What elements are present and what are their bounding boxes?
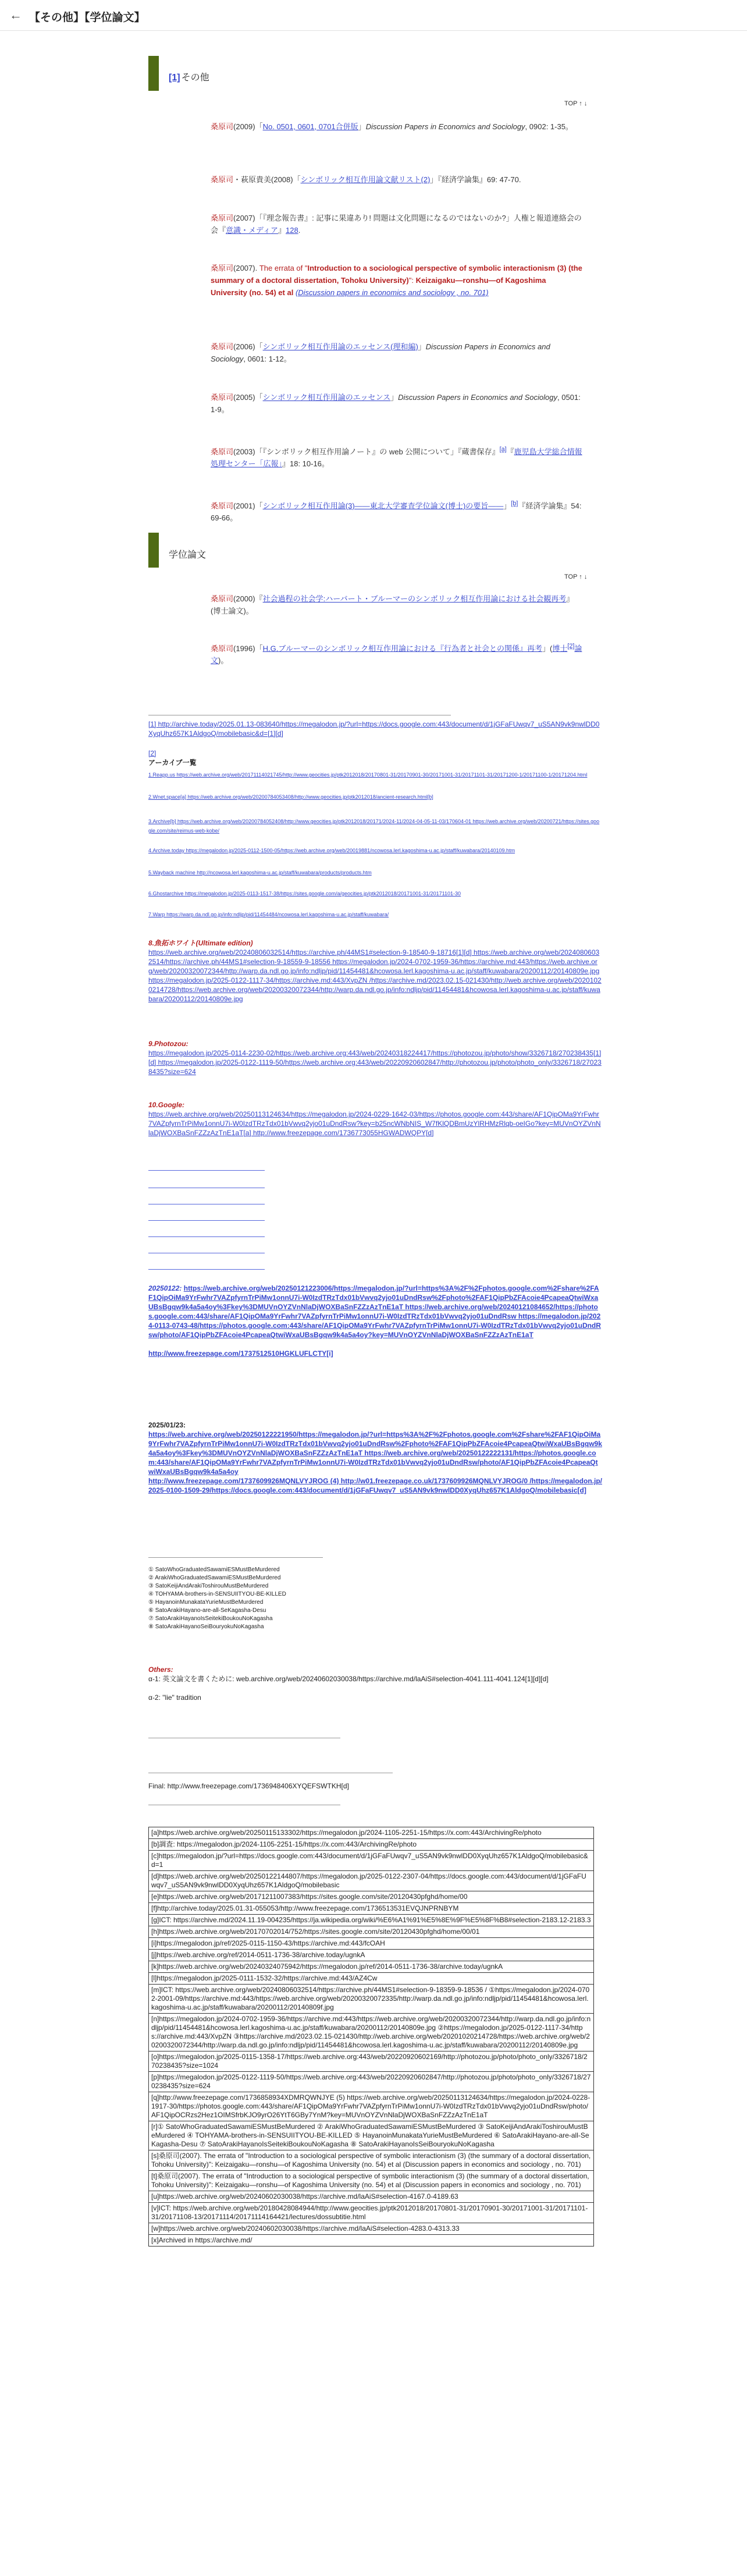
entry-other-5: 桑原司(2005)「シンボリック相互作用論のエッセンス」Discussion Papers in Economics and Sociology, 0501: 1-9。 [211, 393, 581, 414]
archive-list [148, 770, 602, 927]
others-block: Others: α-1: 英文論文を書くために: web.archive.org/web/20240602030038/https://archive.md/laAiS#selection-4041.111-4041.124[1][d][d] α-2: "lie" tradition [148, 1666, 549, 1702]
table-row [149, 1985, 594, 2014]
others-item-2: α-2: "lie" tradition [148, 1693, 201, 1702]
name-list [148, 1566, 602, 1631]
page-title: 【その他】【学位論文】 [29, 12, 145, 24]
table-cell[interactable]: [j]https://web.archive.org/ref/2014-0511-1736-38/archive.today/ugnkA [149, 1950, 594, 1961]
entry-other-2: 桑原司(2007)「『理念報告書』: 記事に果違あり! 問題は文化問題になるのではないのか?」人権と報道連絡会の会『意識・メディア』128. [211, 214, 582, 235]
table-cell[interactable]: [b]調査: https://megalodon.jp/2024-1105-2251-15/https://x.com:443/ArchivingRe/photo [149, 1839, 594, 1851]
table-cell[interactable]: [s]桑原司(2007). The errata of "Introduction to a sociological perspective of symbolic interactionism (3) (the summary of a doctoral dissertation, Tohoku University)": Keizaigaku―ronshu―of Kagoshima University (no. 54) et al (Discussion papers in economics and sociology , no. 701) [149, 2150, 594, 2171]
table-cell[interactable]: [q]http://www.freezepage.com/1736858934XDMRQWNJYE (5) https://web.archive.org/web/20250113124634/https://megalodon.jp/2024-0228-1917-30/https://photos.google.com:443/share/AF1QipOMa9YrFwhr7VAZpfyrnTrPiMw1onnU7i-W0IzdTRzTdx01bVwvq2yjo01uDndRsw/photo/AF1QipOCRzs2Hez1OIMSfrbKJO9yrO26YtT6GBy7YnM?key=MUVnOYZVnNlaDjWOXBaSnFZZzAzTnE1aT [149, 2092, 594, 2121]
table-row [149, 2223, 594, 2235]
table-row [149, 1903, 594, 1915]
entry-link: 意識・メディア [226, 226, 278, 235]
blank-line [148, 1269, 265, 1270]
table-cell[interactable]: [n]https://megalodon.jp/2024-0702-1959-36/https://archive.md:443/https://web.archive.org/web/20200320072344/http://warp.da.ndl.go.jp/info:ndljp/pid/11454481&hcowosa.lerl.kagoshima-u.ac.jp/staff/kuwabara/20200112/20140809e.jpg ②https://megalodon.jp/2025-0122-1117-34/https://archive.md:443/XvpZN ③https://archive.md/2023.02.15-021430/http://web.archive.org/web/20201020214728/https://web.archive.org/web/20200320072344/http://warp.da.ndl.go.jp/info:ndljp/pid/11454481&hcowosa.lerl.kagoshima-u.ac.jp/staff/kuwabara/20200112/20140809e.jpg [149, 2014, 594, 2051]
archive-item-4: 5.Wayback machine http://ncowosa.lerl.kagoshima-u.ac.jp/staff/kuwabara/products/products.htm [148, 870, 372, 876]
table-row [149, 1827, 594, 1839]
table-cell[interactable]: [l]https://megalodon.jp/2025-0111-1532-32/https://archive.md:443/AZ4Cw [149, 1973, 594, 1985]
entry-other-1: 桑原司・萩原貴美(2008)「シンボリック相互作用論文献リスト(2)」『経済学論集』69: 47-70. [211, 175, 521, 184]
top-link[interactable]: TOP ↑ ↓ [564, 100, 588, 107]
table-row [149, 2051, 594, 2072]
blank-line [148, 1170, 265, 1171]
table-cell[interactable]: [f]http://archive.today/2025.01.31-055053/http://www.freezepage.com/1736513531EVQJNPRNBYM [149, 1903, 594, 1915]
table-row [149, 1973, 594, 1985]
table-row [149, 2072, 594, 2092]
table-cell[interactable]: [a]https://web.archive.org/web/20250115133302/https://megalodon.jp/2024-1105-2251-15/https://x.com:443/ArchivingRe/photo [149, 1827, 594, 1839]
entry-thesis-1: 桑原司(1996)「H.G.ブルーマーのシンボリック相互作用論における『行為者と社会との関係』再考」(博士[2]論文)。 [211, 643, 582, 665]
list-item: ⑥ SatoArakiHayano-are-all-SeKagasha-Desu [148, 1607, 266, 1614]
archive-item-6: 7.Warp https://warp.da.ndl.go.jp/info:ndljp/pid/11454484/ncowosa.lerl.kagoshima-u.ac.jp/staff/kuwabara/ [148, 912, 389, 917]
entry-other-6: 桑原司(2003)「『シンボリック相互作用論ノート』の web 公開について」『蔵書保存』[a]『鹿児島大学総合情報処理センター「広報」』18: 10-16。 [211, 446, 582, 469]
entry-other-0: 桑原司(2009)「No. 0501, 0601, 0701合併版」Discussion Papers in Economics and Sociology, 0902: 1-35。 [211, 122, 573, 131]
table-cell[interactable]: [m]ICT: https://web.archive.org/web/20240806032514/https://archive.ph/44MS1#selection-9-18359-9-18536 / ①https://megalodon.jp/2024-0702-2001-09/https://archive.md:443/https://web.archive.org/web/20200320072335/http://warp.da.ndl.go.jp/info:ndljp/pid/11454481&hcowosa.lerl.kagoshima-u.ac.jp/staff/kuwabara/20200112/20140809f.jpg [149, 1985, 594, 2014]
table-row [149, 1871, 594, 1891]
table-cell[interactable]: [u]https://web.archive.org/web/20240602030038/https://archive.md/laAiS#selection-4167.0-4189.63 [149, 2191, 594, 2203]
table-row [149, 1915, 594, 1926]
table-row [149, 1891, 594, 1903]
list-item: ⑧ SatoArakiHayanoSeiBouryokuNoKagasha [148, 1624, 264, 1630]
table-cell[interactable]: [g]ICT: https://archive.md/2024.11.19-004235/https://ja.wikipedia.org/wiki/%E6%A1%91%E5%8E%9F%E5%8F%B8#selection-2183.12-2183.3 [149, 1915, 594, 1926]
table-row [149, 2014, 594, 2051]
archive-item-5: 6.Ghostarchive https://megalodon.jp/2025-0113-1517-38/https://sites.google.com/a/geocities.jp/ptk2012018/20171001-31/20171101-30 [148, 891, 461, 897]
table-cell[interactable]: [c]https://megalodon.jp/?url=https://docs.google.com:443/document/d/1jGFaFUwqv7_uS5AN9vk9nwlDD0XyqUhz657K1AldgoQ/mobilebasic&d=1 [149, 1851, 594, 1871]
list-item: ⑤ HayanoinMunakataYurieMustBeMurdered [148, 1599, 264, 1606]
list-item: ⑦ SatoArakiHayanoIsSeitekiBoukouNoKagasha [148, 1615, 273, 1622]
table-cell[interactable]: [i]https://megalodon.jp/ref/2025-0115-1150-43/https://archive.md:443/fcOAH [149, 1938, 594, 1950]
entry-other-7: 桑原司(2001)「シンボリック相互作用論(3)――東北大学審査学位論文(博士)の要旨――」[b]『経済学論集』54: 69-66。 [211, 500, 582, 523]
archive-item-1: 2.Wnet.space[a] https://web.archive.org/web/20200784053408/http://www.geocities.jp/ptk2012018/ancient-research.html[b] [148, 794, 433, 800]
table-cell[interactable]: [e]https://web.archive.org/web/20171211007383/https://sites.google.com/site/20120430pfghd/home/00 [149, 1891, 594, 1903]
others-item-1[interactable]: α-1: 英文論文を書くために: web.archive.org/web/20240602030038/https://archive.md/laAiS#selection-4041.111-4041.124[1][d][d] [148, 1675, 549, 1683]
section-heading-thesis: 学位論文 [169, 550, 207, 560]
section-bar-thesis [148, 533, 159, 568]
list-item: ③ SatoKeijiAndArakiToshirouMustBeMurdered [148, 1583, 269, 1589]
reference-1: [1] http://archive.today/2025.01.13-083640/https://megalodon.jp/?url=https://docs.google.com:443/document/d/1jGFaFUwqv7_uS5AN9vk9nwlDD0XyqUhz657K1AldgoQ/mobilebasic&d=[1][d] [148, 720, 600, 738]
date-block-1: 20250122: https://web.archive.org/web/20250121223006/https://megalodon.jp/?url=https%3A%2F%2Fphotos.google.com%2Fshare%2FAF1QipOiMa9YrFwhr7VAZpfyrnTrPiMw1onnU7i-W0IzdTRzTdx01bVwvq2yjo01uDndRsw%2Fphoto%2FAF1QipPbZFAcoie4PcapeaQtwiWxaUBsBgqw9k4a5a4oy%3Fkey%3DMUVnOYZVnNlaDjWOXBaSnFZZzAzTnE1aT https://web.archive.org/web/20240121084652/https://photos.google.com:443/share/AF1QipOMa9YrFwhr7VAZpfyrnTrPiMw1onnU7i-W0IzdTRzTdx01bVwvq2yjo01uDndRsw https://megalodon.jp/2024-0113-0743-48/https://photos.google.com:443/share/AF1QipOMa9YrFwhr7VAZpfyrnTrPiMw1onnU7i-W0IzdTRzTdx01bVwvq2yjo01uDndRsw/photo/AF1QipPbZFAcoie4PcapeaQtwiWxaUBsBgqw9k4a5a4oy?key=MUVnOYZVnNlaDjWOXBaSnFZZzAzTnE1aT http://www.freezepage.com/1737512510HGKLUFLCTY[i] [148, 1284, 601, 1358]
reference-2: [2] アーカイブ一覧 [148, 749, 197, 767]
footnote-table [148, 1827, 594, 2247]
table-row [149, 2150, 594, 2171]
list-item: ④ TOHYAMA-brothers-in-SENSUIITYOU-BE-KILLED [148, 1591, 286, 1597]
table-row [149, 1938, 594, 1950]
table-cell[interactable]: [h]https://web.archive.org/web/20170702014/752/https://sites.google.com/site/20120430pfghd/home/00/01 [149, 1926, 594, 1938]
entry-other-3: 桑原司(2007). The errata of "Introduction to a sociological perspective of symbolic interactionism (3) (the summary of a doctoral dissertation, Tohoku University)": Keizaigaku―ronshu―of Kagoshima University (no. 54) et al (Discussion papers in economics and sociology , no. 701) [211, 264, 582, 297]
table-row [149, 1926, 594, 1938]
archive-item-0: 1.Reapp.us https://web.archive.org/web/20171114021745/http://www.geocities.jp/ptk2012018/20170801-31/20170901-30/20171001-31/20171101-31/20171200-1/20171100-1/20171204.html [148, 772, 588, 778]
archive-heading: アーカイブ一覧 [148, 759, 197, 767]
table-cell[interactable]: [p]https://megalodon.jp/2025-0122-1119-50/https://web.archive.org:443/web/20220920602847/http://photozou.jp/photo/photo_only/3326718/270238435?size=624 [149, 2072, 594, 2092]
table-row [149, 2171, 594, 2191]
separator [148, 1557, 323, 1558]
section-number[interactable]: [1] [169, 73, 180, 83]
entry-thesis-0: 桑原司(2000)『社会過程の社会学:ハーバート・ブルーマーのシンボリック相互作用論における社会観再考』(博士論文)。 [211, 594, 574, 615]
top-link-thesis[interactable]: TOP ↑ ↓ [564, 573, 588, 580]
archive-item-2: 3.Archive[b] https://web.archive.org/web/20200784052408/http://www.geocities.jp/ptk2012018/20171/2024-11/2024-04-05-11-03/170604-01 https://web.archive.org/web/20200721/https://sites.google.com/site/reimus-web-kobe/ [148, 818, 600, 834]
final-link[interactable]: Final: http://www.freezepage.com/1736948406XYQEFSWTKH[d] [148, 1782, 349, 1790]
ultimate-edition-block: 8.魚拓ホワイト(Ultimate edition) https://web.archive.org/web/20240806032514/https://archive.ph/44MS1#selection-9-18540-9-18716[1][d] https://web.archive.org/web/20240806032514/https://archive.ph/44MS1#selection-9-18559-9-18556 https://megalodon.jp/2024-0702-1959-36/https://archive.md:443/https://web.archive.org/web/20200320072344/http://warp.da.ndl.go.jp/info:ndljp/pid/11454481&hcowosa.lerl.kagoshima-u.ac.jp/staff/kuwabara/20200112/20140809e.jpg https://megalodon.jp/2025-0122-1117-34/https://archive.md:443/XvpZN /https://archive.md/2023.02.15-021430/http://web.archive.org/web/20201020214728/https://web.archive.org/web/20200320072344/http://warp.da.ndl.go.jp/info:ndljp/pid/11454481&hcowosa.lerl.kagoshima-u.ac.jp/staff/kuwabara/20200112/20140809e.jpg [148, 939, 602, 1003]
entry-link: No. 0501, 0601, 0701合併版 [262, 122, 358, 131]
table-cell[interactable]: [k]https://web.archive.org/web/20240324075942/https://megalodon.jp/ref/2014-0511-1736-38/archive.today/ugnkA [149, 1961, 594, 1973]
table-row [149, 2121, 594, 2150]
table-row [149, 2191, 594, 2203]
back-arrow-icon[interactable]: ← [9, 8, 22, 22]
table-cell[interactable]: [w]https://web.archive.org/web/20240602030038/https://archive.md/laAiS#selection-4283.0-4313.33 [149, 2223, 594, 2235]
table-cell[interactable]: [d]https://web.archive.org/web/20250122144807/https://megalodon.jp/2025-0122-2307-04/https://docs.google.com:443/document/d/1jGFaFUwqv7_uS5AN9vk9nwlDD0XyqUhz657K1AldgoQ/mobilebasic [149, 1871, 594, 1891]
table-cell[interactable]: [r]① SatoWhoGraduatedSawamiESMustBeMurdered ② ArakiWhoGraduatedSawamiESMustBeMurdered ③ SatoKeijiAndArakiToshirouMustBeMurdered ④ TOHYAMA-brothers-in-SENSUIITYOU-BE-KILLED ⑤ HayanoinMunakataYurieMustBeMurdered ⑥ SatoArakiHayano-are-all-SeKagasha-Desu ⑦ SatoArakiHayanoIsSeitekiBoukouNoKagasha ⑧ SatoArakiHayanoIsSeiBouryokuNoKagasha [149, 2121, 594, 2150]
date-block-2: 2025/01/23: https://web.archive.org/web/20250122221950/https://megalodon.jp/?url=https%3A%2F%2Fphotos.google.com%2Fshare%2FAF1QipOiMa9YrFwhr7VAZpfyrnTrPiMw1onnU7i-W0IzdTRzTdx01bVwvq2yjo01uDndRsw%2Fphoto%2FAF1QipPbZFAcoie4PcapeaQtwiWxaUBsBgqw9k4a5a4oy%3Fkey%3DMUVnOYZVnNlaDjWOXBaSnFZZzAzTnE1aT https://web.archive.org/web/20250122222131/https://photos.google.com:443/share/AF1QipOMa9YrFwhr7VAZpfyrnTrPiMw1onnU7i-W0IzdTRzTdx01bVwvq2yjo01uDndRsw/photo/AF1QipPbZFAcoie4PcapeaQtwiWxaUBsBgqw9k4a5a4oy http://www.freezepage.com/1737609926MQNLVYJROG (4) http://w01.freezepage.co.uk/1737609926MQNLVYJROG/0 /https://megalodon.jp/2025-0100-1509-29/https://docs.google.com:443/document/d/1jGFaFUwqv7_uS5AN9vk9nwlDD0XyqUhz657K1AldgoQ/mobilebasic[d] [148, 1421, 602, 1494]
section-bar-other [148, 56, 159, 91]
table-cell[interactable]: [t]桑原司(2007). The errata of "Introduction to a sociological perspective of symbolic interactionism (3) (the summary of a doctoral dissertation, Tohoku University)": Keizaigaku―ronshu―of Kagoshima University (no. 54) et al (Discussion papers in economics and sociology , no. 701) [149, 2171, 594, 2191]
photozou-block: 9.Photozou: https://megalodon.jp/2025-0114-2230-02/https://web.archive.org:443/web/20240318224417/https://photozou.jp/photo/show/3326718/270238435[1][d] https://megalodon.jp/2025-0122-1119-50/https://web.archive.org:443/web/20220920602847/http://photozou.jp/photo/photo_only/3326718/270238435?size=624 [148, 1040, 602, 1076]
author: 桑原司 [211, 122, 234, 131]
entry-link: シンボリック相互作用論文献リスト(2) [300, 175, 431, 184]
table-row [149, 1950, 594, 1961]
section-heading-other [169, 70, 209, 83]
blank-line [148, 1220, 265, 1221]
table-cell[interactable]: [o]https://megalodon.jp/2025-0115-1358-17/https://web.archive.org:443/web/20220920602169/http://photozou.jp/photo/photo_only/3326718/270238435?size=1024 [149, 2051, 594, 2072]
table-row [149, 1961, 594, 1973]
list-item: ② ArakiWhoGraduatedSawamiESMustBeMurdered [148, 1575, 281, 1581]
top-bar [0, 0, 747, 31]
archive-item-3: 4.Archive.today https://megalodon.jp/2025-0112-1500-05/https://web.archive.org/web/20019881/ncowosa.lerl.kagoshima-u.ac.jp/staff/kuwabara/20140109.htm [148, 848, 515, 853]
table-cell[interactable]: [x]Archived in https://archive.md/ [149, 2235, 594, 2247]
section-title: その他 [181, 73, 209, 83]
entry-other-4: 桑原司(2006)「シンボリック相互作用論のエッセンス(理和編)」Discussion Papers in Economics and Sociology, 0601: 1-12。 [211, 342, 550, 363]
table-row [149, 2092, 594, 2121]
table-cell[interactable]: [v]ICT: https://web.archive.org/web/20180428084944/http://www.geocities.jp/ptk2012018/20170801-31/20170901-30/20171001-31/20171101-31/20171108-13/20171114/20171114164421/lectures/dossubtitie.html [149, 2203, 594, 2223]
table-row [149, 2235, 594, 2247]
table-row [149, 1839, 594, 1851]
table-row [149, 1851, 594, 1871]
google-block: 10.Google: https://web.archive.org/web/20250113124634/https://megalodon.jp/2024-0229-1642-03/https://photos.google.com:443/share/AF1QipOMa9YrFwhr7VAZpfyrnTrPiMw1onnU7i-W0IzdTRzTdx01bVwvq2yjo01uDndRsw?key=b25ncWNbNIS_W7fKlQDBmUzYlRHMzRlqb-oeIGo?key=MUVnOYZVnNlaDjWOXBaSnFZZzAzTnE1aT[a] http://www.freezepage.com/1736773055HGWADWQPY[d] [148, 1101, 601, 1137]
table-row [149, 2203, 594, 2223]
list-item: ① SatoWhoGraduatedSawamiESMustBeMurdered [148, 1567, 280, 1573]
blank-line [148, 1236, 265, 1237]
